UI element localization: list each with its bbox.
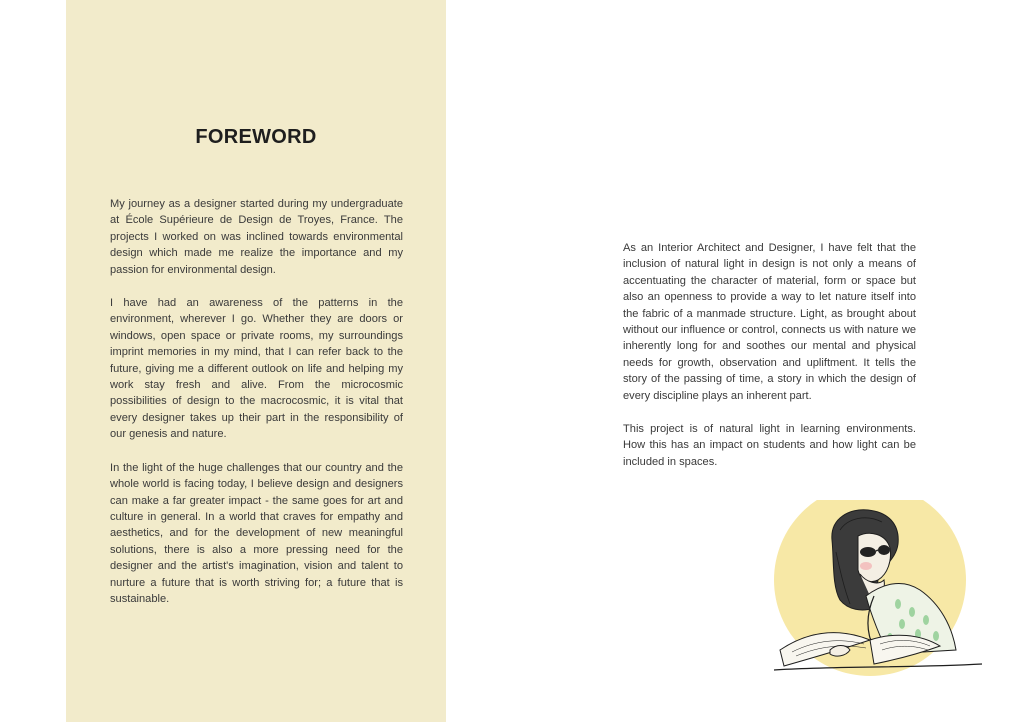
right-text-column xyxy=(623,240,916,487)
page-title: FOREWORD xyxy=(195,126,317,148)
paragraph: I have had an awareness of the patterns in the environment, wherever I go. Whether they are doors or windows, open space or private rooms, my surroundings imprint memories in my mind, that I can refer back to the future, giving me a different outlook on life and helping my work stay fresh and alive. From the microcosmic possibilities of design to the macrocosmic, it is vital that every designer takes up their part in the responsibility of our genesis and nature. xyxy=(110,297,403,441)
paragraph: My journey as a designer started during my undergraduate at École Supérieure de Design de Troyes, France. The projects I worked on was inclined towards environmental design which made me realize the importance and my passion for environmental design. xyxy=(110,198,403,276)
paragraph: In the light of the huge challenges that our country and the whole world is facing today, I believe design and designers can make a far greater impact - the same goes for art and culture in general. In a world that craves for empathy and aesthetics, and for the development of new meaningful solutions, there is also a more pressing need for the designer and the artist's imagination, vision and talent to nurture a future that is worth striving for; a future that is sustainable. xyxy=(110,461,403,605)
reading-woman-icon xyxy=(770,500,986,680)
paragraph: As an Interior Architect and Designer, I have felt that the inclusion of natural light in design is not only a means of accentuating the character of material, form or space but also an openness to provide a way to let nature itself into the fabric of a manmade structure. Light, as brought about without our influence or control, connects us with nature we inherently long for and soothes our mental and physical needs for growth, observation and upliftment. It tells the story of the passing of time, a story in which the design of every discipline plays an inherent part. xyxy=(623,242,916,402)
left-text-column xyxy=(110,196,403,624)
reading-woman-illustration xyxy=(770,500,986,680)
paragraph: This project is of natural light in learning environments. How this has an impact on students and how light can be included in spaces. xyxy=(623,423,916,468)
